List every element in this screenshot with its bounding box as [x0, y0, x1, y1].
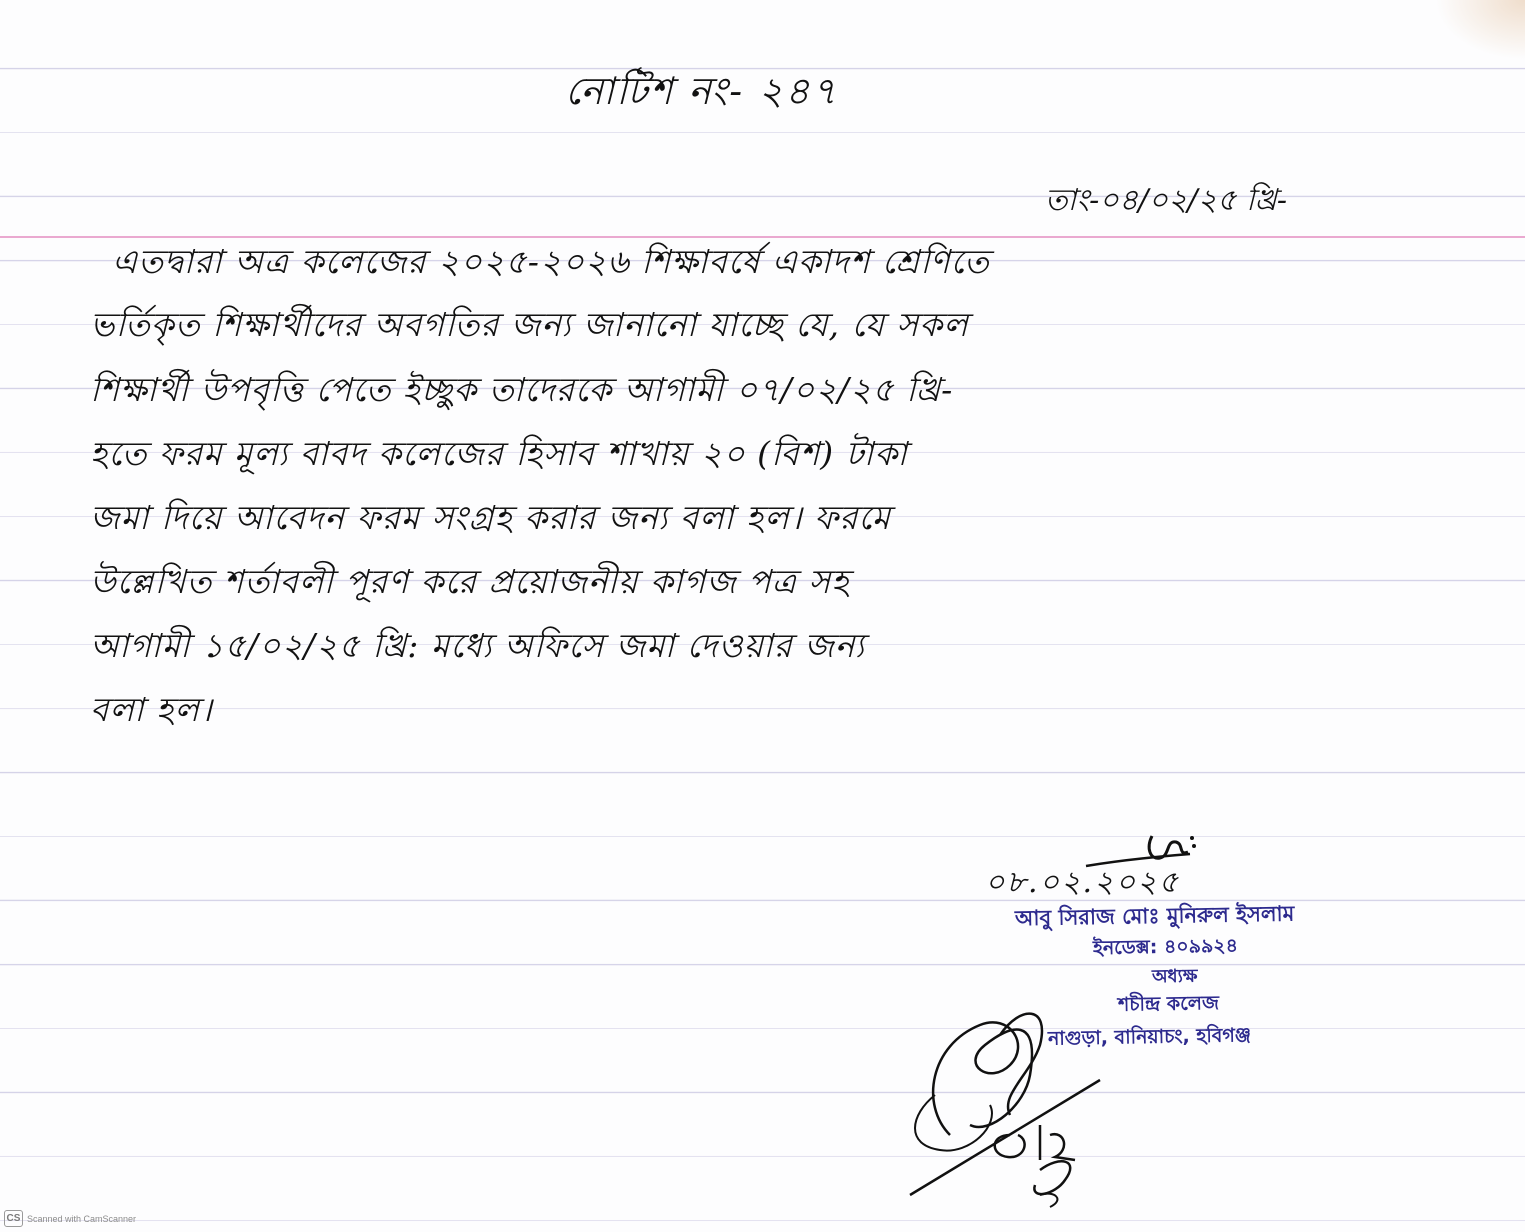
scanner-footer — [4, 1210, 136, 1227]
stamp-index: ইনডেক্স: ৪০৯৯২৪ — [1092, 934, 1239, 960]
stamp-designation: অধ্যক্ষ — [1151, 965, 1198, 988]
body-line-6: উল্লেখিত শর্তাবলী পূরণ করে প্রয়োজনীয় কাগজ পত্র সহ — [90, 562, 850, 601]
scanner-footer-text: Scanned with CamScanner — [27, 1213, 137, 1224]
body-line-2: ভর্তিকৃত শিক্ষার্থীদের অবগতির জন্য জানানো যাচ্ছে যে, যে সকল — [90, 305, 969, 344]
body-line-3: শিক্ষার্থী উপবৃত্তি পেতে ইচ্ছুক তাদেরকে আগামী ০৭/০২/২৫ খ্রি- — [90, 370, 954, 409]
stamp-address: নাগুড়া, বানিয়াচং, হবিগঞ্জ — [1047, 1024, 1252, 1050]
body-line-1: এতদ্বারা অত্র কলেজের ২০২৫-২০২৬ শিক্ষাবর্ষে একাদশ শ্রেণিতে — [112, 242, 990, 281]
body-line-4: হতে ফরম মূল্য বাবদ কলেজের হিসাব শাখায় ২০ (বিশ) টাকা — [90, 434, 908, 473]
body-line-5: জমা দিয়ে আবেদন ফরম সংগ্রহ করার জন্য বলা হল। ফরমে — [90, 498, 891, 537]
paper-stain — [1435, 0, 1525, 60]
notice-date: তাং-০৪/০২/২৫ খ্রি- — [1045, 183, 1288, 218]
notice-number: নোটিশ নং- ২৪৭ — [565, 69, 839, 113]
camscanner-icon: CS — [4, 1210, 23, 1227]
stamp-name: আবু সিরাজ মোঃ মুনিরুল ইসলাম — [1014, 901, 1295, 931]
handwritten-signature — [890, 985, 1130, 1210]
body-line-7: আগামী ১৫/০২/২৫ খ্রি: মধ্যে অফিসে জমা দেওয়ার জন্য — [90, 626, 866, 665]
signature-date: ০৮.০২.২০২৫ — [985, 865, 1181, 900]
body-line-8: বলা হল। — [90, 690, 213, 729]
stamp-college: শচীন্দ্র কলেজ — [1117, 992, 1220, 1016]
